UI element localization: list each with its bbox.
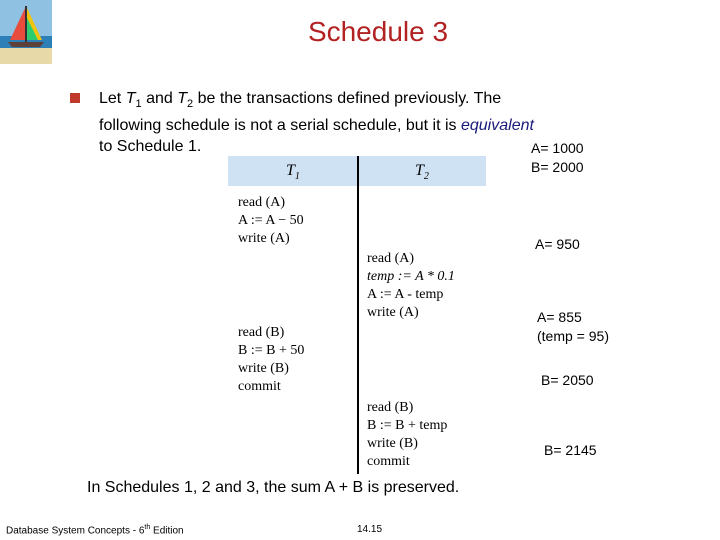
bullet-line1-rest: be the transactions defined previously. The bbox=[197, 90, 502, 107]
note-b-after-t1: B= 2050 bbox=[541, 372, 594, 388]
t2-op-add-temp: B := B + temp bbox=[367, 418, 448, 433]
t2-op-temp: temp := A * 0.1 bbox=[367, 269, 455, 284]
header-t2: $T_2$ bbox=[415, 162, 429, 183]
t1-op-add: B := B + 50 bbox=[238, 343, 305, 358]
bullet-line2: following schedule is not a serial schedule, but it is bbox=[99, 117, 457, 135]
t2-subscript: 2 bbox=[187, 98, 194, 111]
note-b-initial: B= 2000 bbox=[531, 159, 584, 175]
note-a-after-t2 bbox=[537, 308, 609, 346]
header-t1: $T_1$ bbox=[286, 162, 300, 183]
column-divider bbox=[357, 156, 359, 474]
t1-block-1 bbox=[238, 194, 304, 248]
t2-block-1 bbox=[367, 250, 455, 322]
t1-op-subtract: A := A − 50 bbox=[238, 213, 304, 228]
t2-label: T bbox=[177, 90, 187, 107]
t1-op-write-a: write (A) bbox=[238, 231, 290, 246]
t1-label: T bbox=[125, 90, 136, 107]
note-temp: (temp = 95) bbox=[537, 328, 609, 344]
t2-op-commit: commit bbox=[367, 454, 410, 469]
t2-op-read-a: read (A) bbox=[367, 251, 415, 266]
slide-title: Schedule 3 bbox=[307, 16, 449, 47]
bullet-conjunction: and bbox=[146, 90, 173, 107]
t1-op-write-b: write (B) bbox=[238, 361, 289, 376]
footer-page-number: 14.15 bbox=[357, 524, 383, 535]
t1-op-read-b: read (B) bbox=[238, 325, 285, 340]
t2-op-write-a: write (A) bbox=[367, 305, 419, 320]
footer-book-title: Database System Concepts - 6th Edition bbox=[6, 524, 184, 537]
schedule-table bbox=[228, 156, 486, 474]
bullet-prefix: Let bbox=[99, 90, 122, 107]
t2-block-2 bbox=[367, 399, 447, 471]
summary-text: In Schedules 1, 2 and 3, the sum A + B is preserved. bbox=[87, 479, 460, 496]
t1-block-2 bbox=[238, 324, 304, 396]
t1-subscript: 1 bbox=[135, 98, 142, 111]
note-a-855: A= 855 bbox=[537, 309, 582, 325]
note-b-after-t2: B= 2145 bbox=[544, 442, 597, 458]
t2-op-read-b: read (B) bbox=[367, 400, 414, 415]
t1-op-read-a: read (A) bbox=[238, 195, 286, 210]
t2-op-subtract: A := A - temp bbox=[367, 287, 444, 302]
note-a-after-t1: A= 950 bbox=[535, 236, 580, 252]
emphasis-equivalent: equivalent bbox=[460, 117, 534, 135]
bullet-marker bbox=[70, 93, 80, 103]
bullet-line3: to Schedule 1. bbox=[99, 138, 202, 156]
note-initial-values bbox=[531, 139, 584, 177]
t1-op-commit: commit bbox=[238, 379, 281, 394]
note-a-initial: A= 1000 bbox=[531, 140, 584, 156]
t2-op-write-b: write (B) bbox=[367, 436, 418, 451]
